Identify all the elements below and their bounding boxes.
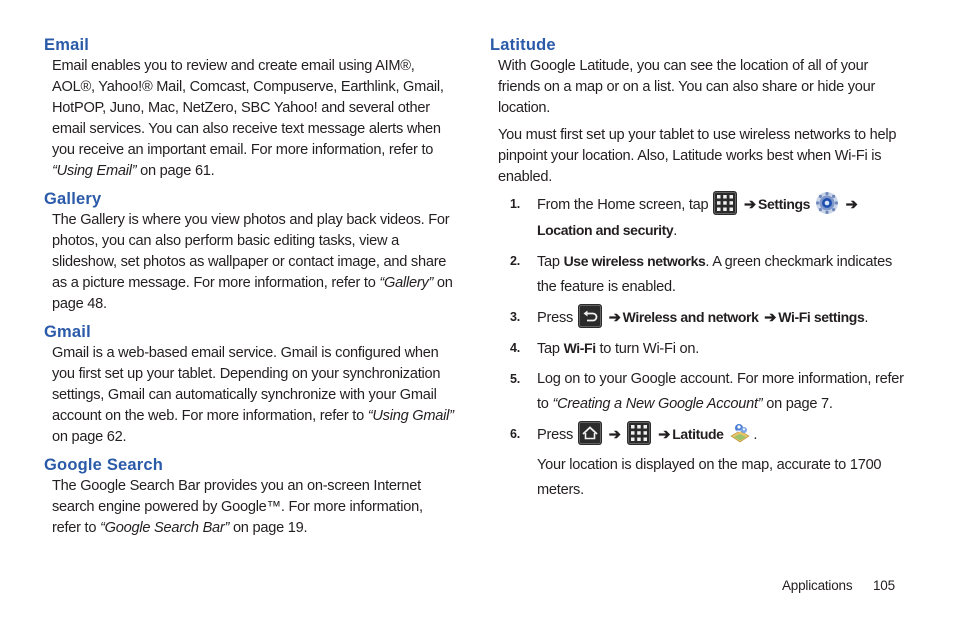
google-search-tail: on page 19. — [229, 520, 308, 536]
step-4-post: to turn Wi-Fi on. — [595, 341, 700, 357]
settings-gear-icon — [815, 191, 839, 215]
email-heading: Email — [44, 36, 90, 54]
arrow-glyph: ➔ — [608, 427, 621, 443]
gallery-section — [44, 188, 454, 315]
step-2 — [498, 249, 910, 300]
step-1 — [498, 192, 910, 244]
page-footer — [782, 578, 912, 593]
home-key-icon — [578, 421, 602, 445]
email-section — [44, 34, 454, 182]
step-number: 1. — [510, 197, 520, 211]
google-search-paragraph — [52, 476, 454, 539]
latitude-label: Latitude — [672, 426, 724, 442]
gallery-ref: “Gallery” — [379, 275, 434, 291]
arrow-glyph: ➔ — [744, 197, 756, 213]
latitude-intro-1: With Google Latitude, you can see the location of all of your friends on a map or on a list. You can also share or hide your location. — [498, 58, 876, 116]
step-6-pre: Press — [537, 427, 574, 443]
location-security-label: Location and security — [537, 222, 674, 238]
email-tail: on page 61. — [136, 163, 215, 179]
latitude-intro-2: You must first set up your tablet to use wireless networks to help pinpoint your location. Also, Latitude works best when Wi-Fi is enabled. — [498, 127, 897, 185]
step-1-pre: From the Home screen, tap — [537, 197, 709, 213]
arrow-glyph: ➔ — [764, 310, 777, 326]
step-1-end: . — [673, 223, 678, 239]
page-number: 105 — [873, 578, 895, 593]
step-4-pre: Tap — [537, 341, 564, 357]
wifi-settings-label: Wi-Fi settings — [778, 309, 865, 325]
wireless-network-label: Wireless and network — [622, 309, 759, 325]
back-key-icon — [578, 304, 602, 328]
arrow-glyph: ➔ — [658, 427, 671, 443]
step-number: 4. — [510, 341, 520, 355]
step-6-end: . — [753, 427, 758, 443]
gmail-section — [44, 321, 454, 448]
step-number: 3. — [510, 310, 520, 324]
step-5-pre: Log on to your Google account. For more information, refer to — [537, 371, 904, 412]
google-search-section — [44, 454, 454, 539]
gmail-heading: Gmail — [44, 323, 91, 341]
latitude-steps — [490, 192, 910, 448]
gmail-tail: on page 62. — [52, 429, 127, 445]
gallery-paragraph — [52, 210, 454, 315]
latitude-app-icon — [728, 421, 752, 445]
arrow-glyph: ➔ — [845, 197, 858, 213]
gmail-paragraph — [52, 343, 454, 448]
step-3-end: . — [864, 310, 869, 326]
use-wireless-networks-label: Use wireless networks — [563, 253, 706, 269]
right-column — [490, 34, 910, 503]
step-number: 2. — [510, 254, 520, 268]
gallery-body: The Gallery is where you view photos and play back videos. For photos, you can also perform basic editing tasks, view a slideshow, set photos as wallpaper or contact image, and share as a picture message. For more information, refer to — [52, 212, 450, 291]
gmail-ref: “Using Gmail” — [367, 408, 454, 424]
footer-section: Applications — [782, 578, 853, 593]
gallery-tail: on page 48. — [52, 275, 453, 312]
step-3 — [498, 305, 910, 331]
apps-grid-icon — [713, 191, 737, 215]
email-ref: “Using Email” — [52, 163, 137, 179]
google-search-ref: “Google Search Bar” — [100, 520, 230, 536]
apps-grid-icon — [627, 421, 651, 445]
latitude-heading: Latitude — [490, 36, 556, 54]
google-search-heading: Google Search — [44, 456, 164, 474]
step-2-pre: Tap — [537, 254, 564, 270]
location-note: Your location is displayed on the map, accurate to 1700 meters. — [537, 457, 882, 498]
step-6 — [498, 422, 910, 448]
google-search-body: The Google Search Bar provides you an on-screen Internet search engine powered by Google™. For more information, refer to — [52, 478, 423, 536]
email-paragraph — [52, 56, 454, 182]
arrow-glyph: ➔ — [608, 310, 621, 326]
left-column — [44, 34, 454, 545]
gmail-body: Gmail is a web-based email service. Gmail is configured when you first set up your tablet. Depending on your synchronization settings, Gmail can automatically synchronize with your Gmail account on the web. For more information, refer to — [52, 345, 441, 424]
step-number: 5. — [510, 372, 520, 386]
settings-label: Settings — [758, 196, 811, 212]
wifi-label: Wi-Fi — [563, 340, 596, 356]
gallery-heading: Gallery — [44, 190, 102, 208]
email-body: Email enables you to review and create email using AIM®, AOL®, Yahoo!® Mail, Comcast, Compuserve, Earthlink, Gmail, HotPOP, Juno, Mac, NetZero, SBC Yahoo! and several other email services. You can also receive text message alerts when you receive an important email. For more information, refer to — [52, 58, 444, 158]
step-4 — [498, 336, 910, 362]
step-5-tail: on page 7. — [762, 396, 833, 412]
step-2-post: . A green checkmark indicates the feature is enabled. — [537, 254, 893, 295]
step-5-ref: “Creating a New Google Account” — [552, 396, 763, 412]
step-3-pre: Press — [537, 310, 574, 326]
step-5 — [498, 367, 910, 417]
step-number: 6. — [510, 427, 520, 441]
